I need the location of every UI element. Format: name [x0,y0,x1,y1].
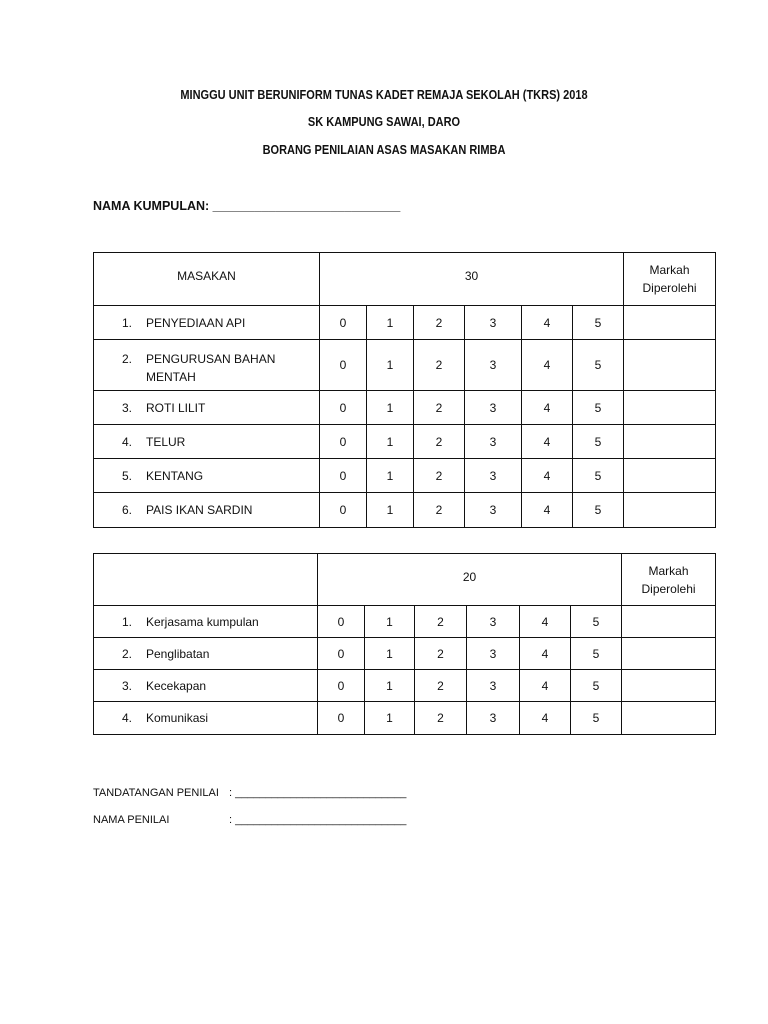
score-option-1[interactable]: 1 [365,606,415,638]
score-option-4[interactable]: 4 [520,670,571,702]
table-header-row [94,554,716,606]
criterion-label [94,702,318,735]
assessor-signature-label: TANDATANGAN PENILAI [93,787,219,799]
marks-obtained-cell[interactable] [622,670,716,702]
table-row [94,493,716,528]
score-option-4[interactable]: 4 [520,606,571,638]
marks-obtained-cell[interactable] [624,425,716,459]
score-option-3[interactable]: 3 [465,459,522,493]
score-option-0[interactable]: 0 [318,638,365,670]
assessor-signature-field[interactable]: : ____________________________ [229,787,407,799]
score-option-5[interactable]: 5 [571,606,622,638]
score-option-3[interactable]: 3 [465,425,522,459]
score-option-5[interactable]: 5 [573,391,624,425]
marks-obtained-cell[interactable] [624,306,716,340]
table-row [94,459,716,493]
score-option-2[interactable]: 2 [414,306,465,340]
marks-obtained-cell[interactable] [624,391,716,425]
criterion-text: PAIS IKAN SARDIN [146,503,253,517]
table-row [94,638,716,670]
score-option-4[interactable]: 4 [522,391,573,425]
criterion-number: 6. [122,503,133,517]
marks-obtained-cell[interactable] [624,493,716,528]
criterion-label [94,459,320,493]
criterion-number: 3. [122,678,133,693]
criterion-text: Kecekapan [146,678,207,693]
score-option-5[interactable]: 5 [573,459,624,493]
criterion-label [94,391,320,425]
criterion-text: Komunikasi [146,711,209,725]
header-markah-line1: Markah [649,263,690,277]
criterion-label [94,306,320,340]
assessor-name-row [93,814,406,826]
score-option-2[interactable]: 2 [415,606,467,638]
marks-obtained-cell[interactable] [622,638,716,670]
score-option-1[interactable]: 1 [365,702,415,735]
header-markah [622,554,716,606]
score-option-5[interactable]: 5 [571,702,622,735]
criterion-label [94,606,318,638]
form-title-line1: MINGGU UNIT BERUNIFORM TUNAS KADET REMAJA SEKOLAH (TKRS) 2018 [180,88,588,102]
marks-obtained-cell[interactable] [622,606,716,638]
group-name-field[interactable]: NAMA KUMPULAN: ___________________________ [93,199,401,213]
criterion-number: 4. [122,711,133,725]
marks-obtained-cell[interactable] [624,340,716,391]
score-option-0[interactable]: 0 [320,493,367,528]
table-header-row [94,253,716,306]
score-option-5[interactable]: 5 [573,425,624,459]
criterion-text: Kerjasama kumpulan [146,614,259,629]
criterion-label [94,425,320,459]
score-option-1[interactable]: 1 [367,340,414,391]
score-option-3[interactable]: 3 [465,306,522,340]
criterion-text: KENTANG [146,468,204,483]
criterion-label [94,638,318,670]
criterion-number: 5. [122,468,133,483]
score-option-2[interactable]: 2 [414,340,465,391]
score-option-1[interactable]: 1 [367,459,414,493]
criterion-number: 1. [122,315,133,330]
criterion-number: 3. [122,400,133,415]
score-option-5[interactable]: 5 [573,306,624,340]
table-row [94,606,716,638]
criterion-label [94,670,318,702]
marks-obtained-cell[interactable] [624,459,716,493]
score-option-4[interactable]: 4 [522,340,573,391]
header-masakan: MASAKAN [94,253,320,306]
score-option-3[interactable]: 3 [465,391,522,425]
table-row [94,670,716,702]
score-option-3[interactable]: 3 [467,702,520,735]
criterion-label [94,493,320,528]
assessor-name-label: NAMA PENILAI [93,814,170,826]
score-option-1[interactable]: 1 [367,493,414,528]
criterion-number: 4. [122,434,133,449]
assessor-signature-row [93,787,406,799]
score-option-4[interactable]: 4 [522,493,573,528]
criterion-text: TELUR [146,434,186,449]
criterion-number: 1. [122,614,133,629]
score-option-2[interactable]: 2 [415,670,467,702]
header-empty [94,554,318,606]
header-markah-line1: Markah [648,563,689,578]
criterion-text: PENYEDIAAN API [146,315,246,330]
score-option-0[interactable]: 0 [320,425,367,459]
score-option-5[interactable]: 5 [571,638,622,670]
marks-obtained-cell[interactable] [622,702,716,735]
header-markah-line2: Diperolehi [642,281,697,295]
score-option-0[interactable]: 0 [318,702,365,735]
criterion-text: ROTI LILIT [146,400,206,415]
form-title-line2: SK KAMPUNG SAWAI, DARO [307,115,461,129]
score-option-1[interactable]: 1 [367,391,414,425]
score-option-0[interactable]: 0 [320,459,367,493]
score-option-1[interactable]: 1 [367,306,414,340]
score-option-1[interactable]: 1 [365,670,415,702]
cooking-score-table [93,252,716,528]
score-option-2[interactable]: 2 [414,493,465,528]
score-option-4[interactable]: 4 [520,702,571,735]
header-markah-line2: Diperolehi [641,581,696,596]
teamwork-score-table [93,553,716,735]
criterion-text: PENGURUSAN BAHAN MENTAH [146,352,276,384]
criterion-label [94,340,320,391]
assessor-name-field[interactable]: : ____________________________ [229,814,407,826]
score-option-2[interactable]: 2 [414,391,465,425]
header-total-score: 30 [320,253,624,306]
criterion-text: Penglibatan [146,646,210,661]
score-option-3[interactable]: 3 [467,670,520,702]
score-option-1[interactable]: 1 [367,425,414,459]
score-option-4[interactable]: 4 [522,306,573,340]
score-option-4[interactable]: 4 [520,638,571,670]
score-option-3[interactable]: 3 [467,638,520,670]
header-markah [624,253,716,306]
header-total-score: 20 [318,554,622,606]
score-option-1[interactable]: 1 [365,638,415,670]
score-option-2[interactable]: 2 [414,425,465,459]
score-option-0[interactable]: 0 [320,391,367,425]
score-option-0[interactable]: 0 [318,606,365,638]
criterion-number: 2. [122,646,133,661]
table-row [94,425,716,459]
table-row [94,391,716,425]
table-row [94,306,716,340]
score-option-3[interactable]: 3 [465,493,522,528]
table-row [94,340,716,391]
form-title-line3: BORANG PENILAIAN ASAS MASAKAN RIMBA [262,143,506,157]
score-option-2[interactable]: 2 [415,638,467,670]
score-option-5[interactable]: 5 [571,670,622,702]
score-option-4[interactable]: 4 [522,459,573,493]
score-option-2[interactable]: 2 [415,702,467,735]
score-option-4[interactable]: 4 [522,425,573,459]
score-option-0[interactable]: 0 [320,306,367,340]
score-option-3[interactable]: 3 [465,340,522,391]
score-option-5[interactable]: 5 [573,340,624,391]
table-row [94,702,716,735]
score-option-0[interactable]: 0 [320,340,367,391]
score-option-3[interactable]: 3 [467,606,520,638]
criterion-number: 2. [122,352,133,366]
score-option-0[interactable]: 0 [318,670,365,702]
score-option-5[interactable]: 5 [573,493,624,528]
score-option-2[interactable]: 2 [414,459,465,493]
